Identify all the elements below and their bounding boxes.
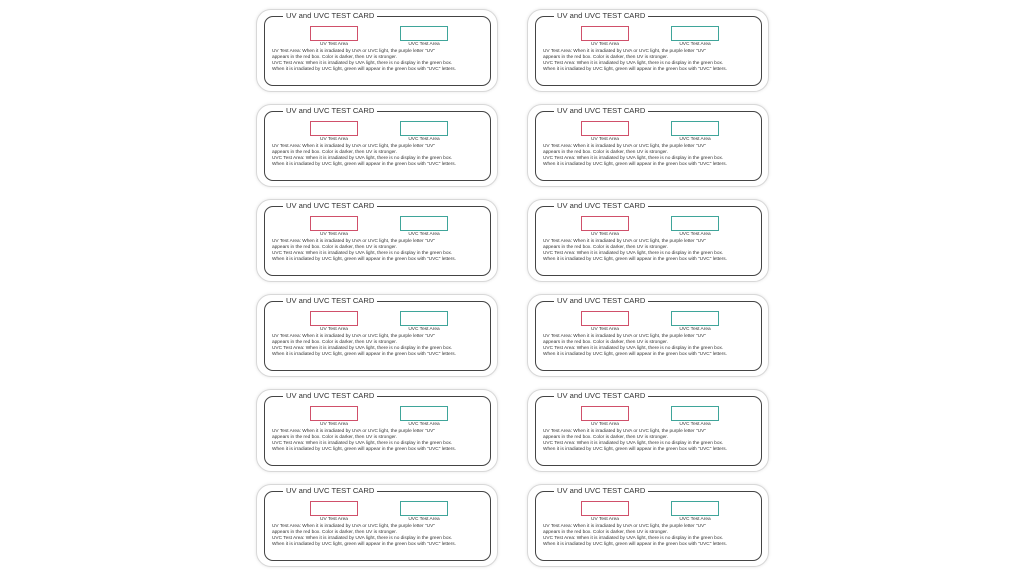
instruction-line: UVC Test Area: When it is irradiated by UVA light, there is no display in the green box. (543, 346, 724, 352)
instruction-line: UV Test Area: When it is irradiated by UVA or UVC light, the purple letter "UV" (272, 524, 435, 529)
instruction-line: UV Test Area: When it is irradiated by UVA or UVC light, the purple letter "UV" (543, 334, 706, 339)
instruction-line: UV Test Area: When it is irradiated by UVA or UVC light, the purple letter "UV" (272, 429, 435, 434)
instruction-line: When it is irradiated by UVC light, green will appear in the green box with "UVC" letters. (272, 162, 456, 168)
instruction-line: appears in the red box. Color is darker, then UV is stronger. (272, 340, 397, 346)
instruction-line: appears in the red box. Color is darker, then UV is stronger. (543, 55, 668, 61)
instruction-line: When it is irradiated by UVC light, green will appear in the green box with "UVC" letters. (543, 257, 727, 263)
uv-test-area-label: UV Test Area (591, 42, 619, 47)
uvc-test-area-label: UVC Test Area (408, 232, 440, 237)
uv-test-area-box (310, 501, 358, 516)
uv-test-card (256, 104, 498, 187)
uvc-test-area-label: UVC Test Area (408, 327, 440, 332)
instruction-line: appears in the red box. Color is darker, then UV is stronger. (272, 530, 397, 536)
uvc-test-area-box (671, 311, 719, 326)
uv-test-card (527, 484, 769, 567)
card-title: UV and UVC TEST CARD (283, 486, 377, 496)
uvc-test-area-box (671, 501, 719, 516)
instruction-line: When it is irradiated by UVC light, green will appear in the green box with "UVC" letters. (272, 352, 456, 358)
uvc-test-area-box (400, 121, 448, 136)
uv-test-area-box (581, 406, 629, 421)
instruction-line: appears in the red box. Color is darker, then UV is stronger. (543, 530, 668, 536)
uvc-test-area-label: UVC Test Area (679, 327, 711, 332)
uv-test-area-box (310, 121, 358, 136)
uv-test-card (256, 389, 498, 472)
instruction-line: When it is irradiated by UVC light, green will appear in the green box with "UVC" letters. (272, 257, 456, 263)
instruction-line: UVC Test Area: When it is irradiated by UVA light, there is no display in the green box. (543, 251, 724, 257)
uv-test-area-box (310, 26, 358, 41)
card-instructions (543, 334, 767, 358)
instruction-line: UVC Test Area: When it is irradiated by UVA light, there is no display in the green box. (543, 61, 724, 67)
card-title: UV and UVC TEST CARD (283, 11, 377, 21)
instruction-line: UV Test Area: When it is irradiated by UVA or UVC light, the purple letter "UV" (272, 144, 435, 149)
instruction-line: UV Test Area: When it is irradiated by UVA or UVC light, the purple letter "UV" (272, 49, 435, 54)
uv-test-area-label: UV Test Area (591, 517, 619, 522)
instruction-line: When it is irradiated by UVC light, green will appear in the green box with "UVC" letters. (272, 67, 456, 73)
instruction-line: UVC Test Area: When it is irradiated by UVA light, there is no display in the green box. (272, 61, 453, 67)
instruction-line: When it is irradiated by UVC light, green will appear in the green box with "UVC" letters. (543, 542, 727, 548)
card-title: UV and UVC TEST CARD (554, 11, 648, 21)
card-instructions (543, 239, 767, 263)
instruction-line: UVC Test Area: When it is irradiated by UVA light, there is no display in the green box. (272, 441, 453, 447)
uvc-test-area-box (671, 121, 719, 136)
uv-test-card (256, 294, 498, 377)
instruction-line: When it is irradiated by UVC light, green will appear in the green box with "UVC" letters. (543, 67, 727, 73)
card-instructions (272, 144, 496, 168)
instruction-line: appears in the red box. Color is darker, then UV is stronger. (543, 435, 668, 441)
card-instructions (543, 49, 767, 73)
instruction-line: UVC Test Area: When it is irradiated by UVA light, there is no display in the green box. (272, 346, 453, 352)
card-title: UV and UVC TEST CARD (554, 486, 648, 496)
uv-test-card (527, 104, 769, 187)
uv-test-area-box (581, 26, 629, 41)
uv-test-card (256, 199, 498, 282)
uvc-test-area-box (400, 311, 448, 326)
instruction-line: UVC Test Area: When it is irradiated by UVA light, there is no display in the green box. (272, 251, 453, 257)
uv-test-card (527, 294, 769, 377)
instruction-line: appears in the red box. Color is darker, then UV is stronger. (272, 435, 397, 441)
instruction-line: UV Test Area: When it is irradiated by UVA or UVC light, the purple letter "UV" (543, 524, 706, 529)
card-title: UV and UVC TEST CARD (554, 201, 648, 211)
instruction-line: appears in the red box. Color is darker, then UV is stronger. (272, 55, 397, 61)
uv-test-card (256, 9, 498, 92)
instruction-line: UVC Test Area: When it is irradiated by UVA light, there is no display in the green box. (543, 441, 724, 447)
uvc-test-area-label: UVC Test Area (679, 42, 711, 47)
uvc-test-area-label: UVC Test Area (679, 232, 711, 237)
uvc-test-area-label: UVC Test Area (408, 422, 440, 427)
instruction-line: UV Test Area: When it is irradiated by UVA or UVC light, the purple letter "UV" (543, 239, 706, 244)
card-title: UV and UVC TEST CARD (283, 391, 377, 401)
instruction-line: UVC Test Area: When it is irradiated by UVA light, there is no display in the green box. (272, 156, 453, 162)
uvc-test-area-box (400, 501, 448, 516)
uv-test-card (256, 484, 498, 567)
instruction-line: When it is irradiated by UVC light, green will appear in the green box with "UVC" letters. (543, 447, 727, 453)
instruction-line: appears in the red box. Color is darker, then UV is stronger. (272, 150, 397, 156)
uvc-test-area-box (400, 406, 448, 421)
card-instructions (272, 239, 496, 263)
uv-test-area-label: UV Test Area (591, 137, 619, 142)
uvc-test-area-label: UVC Test Area (679, 422, 711, 427)
uv-test-area-box (581, 216, 629, 231)
uv-test-area-label: UV Test Area (320, 137, 348, 142)
card-instructions (543, 429, 767, 453)
uvc-test-area-label: UVC Test Area (679, 137, 711, 142)
uv-test-area-box (310, 311, 358, 326)
card-title: UV and UVC TEST CARD (283, 106, 377, 116)
instruction-line: appears in the red box. Color is darker, then UV is stronger. (543, 340, 668, 346)
uv-test-area-label: UV Test Area (320, 327, 348, 332)
card-title: UV and UVC TEST CARD (283, 201, 377, 211)
uvc-test-area-label: UVC Test Area (679, 517, 711, 522)
uvc-test-area-box (400, 216, 448, 231)
uv-test-area-box (581, 311, 629, 326)
instruction-line: When it is irradiated by UVC light, green will appear in the green box with "UVC" letters. (272, 447, 456, 453)
uvc-test-area-box (671, 216, 719, 231)
instruction-line: UV Test Area: When it is irradiated by UVA or UVC light, the purple letter "UV" (543, 429, 706, 434)
card-instructions (272, 524, 496, 548)
card-title: UV and UVC TEST CARD (554, 391, 648, 401)
uv-test-area-label: UV Test Area (320, 517, 348, 522)
uvc-test-area-box (400, 26, 448, 41)
instruction-line: UVC Test Area: When it is irradiated by UVA light, there is no display in the green box. (272, 536, 453, 542)
card-instructions (272, 334, 496, 358)
card-instructions (272, 429, 496, 453)
instruction-line: When it is irradiated by UVC light, green will appear in the green box with "UVC" letters. (543, 162, 727, 168)
uvc-test-area-box (671, 406, 719, 421)
uv-test-area-label: UV Test Area (320, 42, 348, 47)
instruction-line: When it is irradiated by UVC light, green will appear in the green box with "UVC" letters. (543, 352, 727, 358)
uv-test-area-box (310, 406, 358, 421)
uv-test-area-box (310, 216, 358, 231)
uv-test-card (527, 389, 769, 472)
uv-test-area-label: UV Test Area (320, 232, 348, 237)
uv-test-card (527, 9, 769, 92)
uv-test-card (527, 199, 769, 282)
uv-test-area-box (581, 121, 629, 136)
instruction-line: UV Test Area: When it is irradiated by UVA or UVC light, the purple letter "UV" (272, 334, 435, 339)
instruction-line: appears in the red box. Color is darker, then UV is stronger. (543, 150, 668, 156)
uv-test-area-label: UV Test Area (591, 232, 619, 237)
card-title: UV and UVC TEST CARD (554, 296, 648, 306)
instruction-line: UVC Test Area: When it is irradiated by UVA light, there is no display in the green box. (543, 536, 724, 542)
card-instructions (543, 144, 767, 168)
instruction-line: UV Test Area: When it is irradiated by UVA or UVC light, the purple letter "UV" (272, 239, 435, 244)
card-title: UV and UVC TEST CARD (554, 106, 648, 116)
card-instructions (543, 524, 767, 548)
uvc-test-area-label: UVC Test Area (408, 42, 440, 47)
uvc-test-area-box (671, 26, 719, 41)
uv-test-area-box (581, 501, 629, 516)
uvc-test-area-label: UVC Test Area (408, 517, 440, 522)
instruction-line: appears in the red box. Color is darker, then UV is stronger. (272, 245, 397, 251)
instruction-line: When it is irradiated by UVC light, green will appear in the green box with "UVC" letters. (272, 542, 456, 548)
uvc-test-area-label: UVC Test Area (408, 137, 440, 142)
instruction-line: UV Test Area: When it is irradiated by UVA or UVC light, the purple letter "UV" (543, 144, 706, 149)
instruction-line: UV Test Area: When it is irradiated by UVA or UVC light, the purple letter "UV" (543, 49, 706, 54)
uv-test-area-label: UV Test Area (591, 422, 619, 427)
uv-test-area-label: UV Test Area (591, 327, 619, 332)
instruction-line: appears in the red box. Color is darker, then UV is stronger. (543, 245, 668, 251)
card-title: UV and UVC TEST CARD (283, 296, 377, 306)
uv-test-area-label: UV Test Area (320, 422, 348, 427)
card-instructions (272, 49, 496, 73)
instruction-line: UVC Test Area: When it is irradiated by UVA light, there is no display in the green box. (543, 156, 724, 162)
